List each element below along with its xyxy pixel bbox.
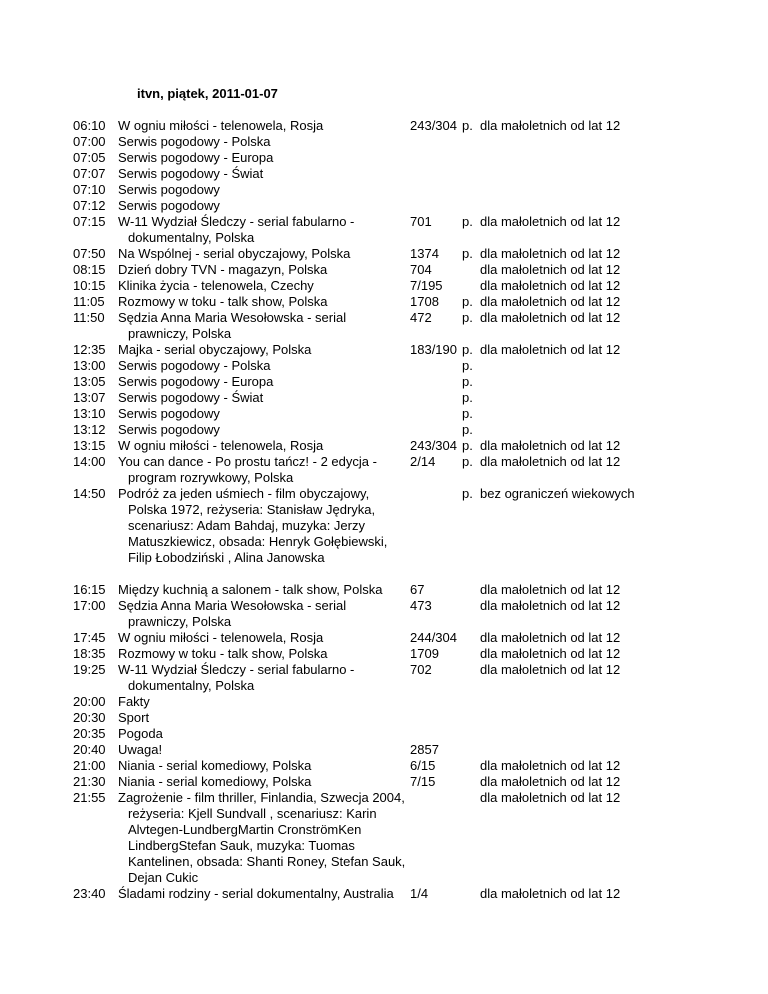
schedule-row [73, 774, 653, 790]
program-time: 13:15 [73, 438, 106, 453]
schedule-row [73, 358, 653, 374]
episode-number [408, 390, 462, 406]
age-rating: dla małoletnich od lat 12 [480, 662, 621, 677]
schedule-row [73, 134, 653, 150]
premiere-marker [462, 278, 480, 294]
premiere-marker [462, 710, 480, 726]
episode-number: 1/4 [410, 886, 429, 901]
program-title: Sport [118, 710, 150, 725]
program-time: 07:12 [73, 198, 106, 213]
program-time: 13:07 [73, 390, 106, 405]
program-title: Rozmowy w toku - talk show, Polska [118, 294, 328, 309]
schedule-row [73, 438, 653, 454]
schedule-row [73, 790, 653, 886]
program-title: W ogniu miłości - telenowela, Rosja [118, 118, 324, 133]
program-time: 13:05 [73, 374, 106, 389]
age-rating: dla małoletnich od lat 12 [480, 758, 621, 773]
program-time: 21:30 [73, 774, 106, 789]
premiere-marker [462, 166, 480, 182]
program-title: Serwis pogodowy [118, 422, 220, 437]
schedule-row [73, 758, 653, 774]
episode-number: 2/14 [410, 454, 436, 469]
premiere-marker [462, 662, 480, 694]
program-title: W ogniu miłości - telenowela, Rosja [118, 630, 324, 645]
episode-number: 183/190 [410, 342, 457, 357]
program-title: Sędzia Anna Maria Wesołowska - serial prawniczy, Polska [118, 598, 347, 629]
episode-number [408, 358, 462, 374]
age-rating: dla małoletnich od lat 12 [480, 214, 621, 229]
program-title: Między kuchnią a salonem - talk show, Polska [118, 582, 383, 597]
program-time: 07:15 [73, 214, 106, 229]
schedule-row [73, 374, 653, 390]
age-rating: dla małoletnich od lat 12 [480, 294, 621, 309]
program-time: 11:05 [73, 294, 105, 309]
program-title: Serwis pogodowy - Świat [118, 390, 264, 405]
program-time: 13:00 [73, 358, 106, 373]
program-time: 18:35 [73, 646, 106, 661]
schedule-row [73, 246, 653, 262]
program-title: Rozmowy w toku - talk show, Polska [118, 646, 328, 661]
schedule-row [73, 630, 653, 646]
program-title: Pogoda [118, 726, 163, 741]
episode-number [408, 486, 462, 566]
age-rating: dla małoletnich od lat 12 [480, 262, 621, 277]
program-title: Zagrożenie - film thriller, Finlandia, Szwecja 2004, reżyseria: Kjell Sundvall , scenariusz: Karin Alvtegen-LundbergMartin CronströmKen LindbergStefan Sauk, muzyka: Tuomas Kantelinen, obsada: Shanti Roney, Stefan Sauk, Dejan Cukic [118, 790, 406, 885]
program-title: Serwis pogodowy - Europa [118, 150, 274, 165]
program-time: 17:45 [73, 630, 106, 645]
episode-number [408, 406, 462, 422]
schedule-row [73, 454, 653, 486]
program-title: Majka - serial obyczajowy, Polska [118, 342, 312, 357]
program-time: 19:25 [73, 662, 106, 677]
premiere-marker: p. [462, 374, 473, 389]
premiere-marker [462, 198, 480, 214]
age-rating: dla małoletnich od lat 12 [480, 886, 621, 901]
premiere-marker: p. [462, 118, 473, 133]
age-rating: dla małoletnich od lat 12 [480, 310, 621, 325]
program-time: 07:10 [73, 182, 106, 197]
schedule-row [73, 694, 653, 710]
schedule-row [73, 582, 653, 598]
episode-number: 2857 [410, 742, 439, 757]
age-rating [480, 694, 653, 710]
schedule-row [73, 166, 653, 182]
episode-number: 473 [410, 598, 432, 613]
program-time: 23:40 [73, 886, 106, 901]
premiere-marker [462, 262, 480, 278]
age-rating: dla małoletnich od lat 12 [480, 630, 621, 645]
program-time: 20:00 [73, 694, 106, 709]
premiere-marker: p. [462, 438, 473, 453]
schedule-row [73, 182, 653, 198]
program-title: Fakty [118, 694, 150, 709]
age-rating [480, 150, 653, 166]
premiere-marker [462, 726, 480, 742]
premiere-marker [462, 694, 480, 710]
age-rating: dla małoletnich od lat 12 [480, 582, 621, 597]
episode-number: 1709 [410, 646, 439, 661]
program-time: 08:15 [73, 262, 106, 277]
episode-number: 702 [410, 662, 432, 677]
program-time: 20:40 [73, 742, 106, 757]
program-time: 20:30 [73, 710, 106, 725]
program-title: W ogniu miłości - telenowela, Rosja [118, 438, 324, 453]
program-time: 17:00 [73, 598, 106, 613]
premiere-marker [462, 150, 480, 166]
age-rating: dla małoletnich od lat 12 [480, 246, 621, 261]
premiere-marker [462, 646, 480, 662]
program-time: 07:00 [73, 134, 106, 149]
age-rating [480, 710, 653, 726]
program-time: 14:00 [73, 454, 106, 469]
schedule-row [73, 342, 653, 358]
schedule-row [73, 598, 653, 630]
age-rating: dla małoletnich od lat 12 [480, 790, 621, 805]
premiere-marker: p. [462, 342, 473, 357]
episode-number [408, 422, 462, 438]
program-title: Serwis pogodowy [118, 182, 220, 197]
episode-number: 472 [410, 310, 432, 325]
episode-number [408, 710, 462, 726]
age-rating: dla małoletnich od lat 12 [480, 598, 621, 613]
program-title: Sędzia Anna Maria Wesołowska - serial prawniczy, Polska [118, 310, 347, 341]
premiere-marker: p. [462, 422, 473, 437]
premiere-marker [462, 598, 480, 630]
premiere-marker [462, 758, 480, 774]
age-rating [480, 134, 653, 150]
age-rating [480, 374, 653, 390]
episode-number: 243/304 [410, 118, 457, 133]
program-title: W-11 Wydział Śledczy - serial fabularno - dokumentalny, Polska [118, 214, 355, 245]
episode-number [408, 182, 462, 198]
schedule-row [73, 486, 653, 566]
episode-number: 1708 [410, 294, 439, 309]
program-title: Serwis pogodowy - Europa [118, 374, 274, 389]
episode-number: 7/195 [410, 278, 443, 293]
episode-number: 244/304 [410, 630, 457, 645]
premiere-marker [462, 774, 480, 790]
program-time: 07:05 [73, 150, 106, 165]
program-time: 07:50 [73, 246, 106, 261]
episode-number [408, 166, 462, 182]
premiere-marker: p. [462, 486, 473, 501]
schedule-row [73, 710, 653, 726]
age-rating: dla małoletnich od lat 12 [480, 646, 621, 661]
age-rating: dla małoletnich od lat 12 [480, 118, 621, 133]
premiere-marker: p. [462, 390, 473, 405]
program-time: 11:50 [73, 310, 105, 325]
program-title: Klinika życia - telenowela, Czechy [118, 278, 314, 293]
age-rating [480, 422, 653, 438]
episode-number: 704 [410, 262, 432, 277]
age-rating: dla małoletnich od lat 12 [480, 454, 621, 469]
premiere-marker [462, 790, 480, 886]
program-title: Niania - serial komediowy, Polska [118, 774, 312, 789]
premiere-marker [462, 742, 480, 758]
age-rating: dla małoletnich od lat 12 [480, 278, 621, 293]
schedule-row [73, 214, 653, 246]
program-time: 16:15 [73, 582, 106, 597]
program-time: 10:15 [73, 278, 106, 293]
program-time: 13:10 [73, 406, 106, 421]
schedule-row [73, 726, 653, 742]
age-rating [480, 358, 653, 374]
episode-number: 6/15 [410, 758, 436, 773]
premiere-marker [462, 886, 480, 902]
age-rating: dla małoletnich od lat 12 [480, 342, 621, 357]
schedule-row [73, 646, 653, 662]
program-time: 21:00 [73, 758, 106, 773]
episode-number [408, 150, 462, 166]
schedule-row [73, 262, 653, 278]
episode-number [408, 726, 462, 742]
age-rating [480, 198, 653, 214]
program-time: 21:55 [73, 790, 106, 805]
schedule-row [73, 422, 653, 438]
schedule-row [73, 310, 653, 342]
schedule-row [73, 390, 653, 406]
program-title: W-11 Wydział Śledczy - serial fabularno - dokumentalny, Polska [118, 662, 355, 693]
age-rating [480, 182, 653, 198]
episode-number: 67 [410, 582, 425, 597]
program-title: Serwis pogodowy [118, 198, 220, 213]
program-time: 12:35 [73, 342, 106, 357]
page-title: itvn, piątek, 2011-01-07 [137, 86, 278, 101]
schedule-row [73, 662, 653, 694]
age-rating: dla małoletnich od lat 12 [480, 774, 621, 789]
age-rating [480, 390, 653, 406]
schedule-row [73, 118, 653, 134]
episode-number: 1374 [410, 246, 439, 261]
premiere-marker: p. [462, 246, 473, 261]
episode-number [408, 374, 462, 390]
schedule-list [73, 118, 653, 902]
age-rating: dla małoletnich od lat 12 [480, 438, 621, 453]
schedule-row [73, 294, 653, 310]
program-title: Serwis pogodowy - Polska [118, 134, 271, 149]
premiere-marker [462, 134, 480, 150]
episode-number [408, 198, 462, 214]
program-title: Serwis pogodowy - Świat [118, 166, 264, 181]
premiere-marker [462, 582, 480, 598]
spacer [73, 566, 653, 582]
program-title: Uwaga! [118, 742, 163, 757]
program-title: Śladami rodziny - serial dokumentalny, Australia [118, 886, 394, 901]
age-rating [480, 166, 653, 182]
program-title: Na Wspólnej - serial obyczajowy, Polska [118, 246, 351, 261]
premiere-marker: p. [462, 358, 473, 373]
program-time: 07:07 [73, 166, 106, 181]
age-rating [480, 742, 653, 758]
premiere-marker: p. [462, 454, 473, 469]
age-rating [480, 726, 653, 742]
program-time: 20:35 [73, 726, 106, 741]
premiere-marker: p. [462, 310, 473, 325]
premiere-marker [462, 182, 480, 198]
premiere-marker: p. [462, 214, 473, 229]
premiere-marker: p. [462, 406, 473, 421]
schedule-row [73, 278, 653, 294]
episode-number: 701 [410, 214, 432, 229]
program-title: You can dance - Po prostu tańcz! - 2 edycja - program rozrywkowy, Polska [118, 454, 377, 485]
program-time: 14:50 [73, 486, 106, 501]
episode-number [408, 694, 462, 710]
schedule-row [73, 742, 653, 758]
schedule-row [73, 886, 653, 902]
premiere-marker: p. [462, 294, 473, 309]
program-title: Dzień dobry TVN - magazyn, Polska [118, 262, 328, 277]
program-title: Serwis pogodowy - Polska [118, 358, 271, 373]
premiere-marker [462, 630, 480, 646]
schedule-row [73, 150, 653, 166]
episode-number [408, 134, 462, 150]
program-title: Niania - serial komediowy, Polska [118, 758, 312, 773]
age-rating: bez ograniczeń wiekowych [480, 486, 635, 501]
program-title: Podróż za jeden uśmiech - film obyczajowy, Polska 1972, reżyseria: Stanisław Jędryka, scenariusz: Adam Bahdaj, muzyka: Jerzy Matuszkiewicz, obsada: Henryk Gołębiewski, Filip Łobodziński , Alina Janowska [118, 486, 388, 565]
schedule-row [73, 406, 653, 422]
program-title: Serwis pogodowy [118, 406, 220, 421]
schedule-row [73, 198, 653, 214]
episode-number [408, 790, 462, 886]
episode-number: 7/15 [410, 774, 436, 789]
age-rating [480, 406, 653, 422]
program-time: 13:12 [73, 422, 106, 437]
program-time: 06:10 [73, 118, 106, 133]
episode-number: 243/304 [410, 438, 457, 453]
